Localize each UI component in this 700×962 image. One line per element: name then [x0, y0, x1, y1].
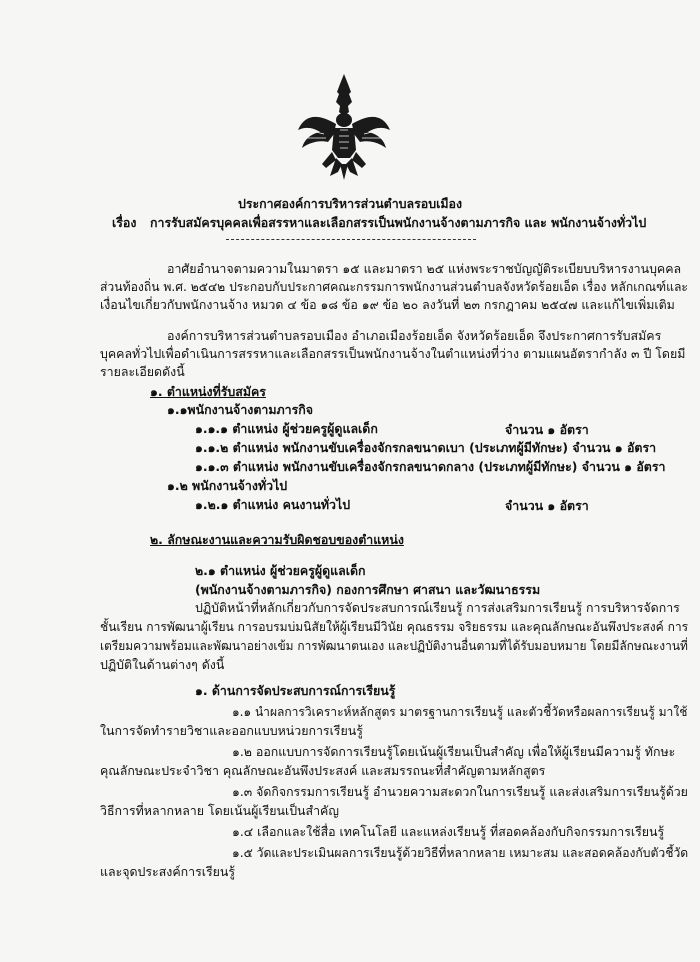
subject-text: การรับสมัครบุคคลเพื่อสรรหาและเลือกสรรเป็นพนักงานจ้างตามภารกิจ และ พนักงานจ้างทั่วไป	[150, 215, 647, 230]
duty-line: ปฏิบัติหน้าที่หลักเกี่ยวกับการจัดประสบการณ์เรียนรู้ การส่งเสริมการเรียนรู้ การบริหารจัดการ	[195, 600, 680, 615]
position-count: จำนวน ๑ อัตรา	[505, 498, 589, 513]
position-group: ๑.๒ พนักงานจ้างทั่วไป	[167, 478, 288, 493]
position-group: ๑.๑พนักงานจ้างตามภารกิจ	[167, 402, 314, 417]
area-heading: ๑. ด้านการจัดประสบการณ์การเรียนรู้	[195, 683, 396, 698]
subject-label: เรื่อง	[112, 215, 137, 230]
position-subtitle: (พนักงานจ้างตามภารกิจ) กองการศึกษา ศาสนา และวัฒนาธรรม	[195, 582, 541, 597]
title-divider	[226, 239, 476, 240]
position-title: ๒.๑ ตำแหน่ง ผู้ช่วยครูผู้ดูแลเด็ก	[195, 563, 366, 578]
paragraph-line: คุณลักษณะประจำวิชา คุณลักษณะอันพึงประสงค์ และสมรรถนะที่สำคัญตามหลักสูตร	[100, 763, 546, 778]
paragraph-line: ๑.๕ วัดและประเมินผลการเรียนรู้ด้วยวิธีที่หลากหลาย เหมาะสม และสอดคล้องกับตัวชี้วัด	[232, 845, 689, 860]
paragraph-line: วิธีการที่หลากหลาย โดยเน้นผู้เรียนเป็นสำคัญ	[100, 803, 339, 818]
announcement-title: ประกาศองค์การบริหารส่วนตำบลรอบเมือง	[237, 196, 462, 211]
intro-line: ส่วนท้องถิ่น พ.ศ. ๒๕๔๒ ประกอบกับประกาศคณะกรรมการพนักงานส่วนตำบลจังหวัดร้อยเอ็ด เรื่อง หลักเกณฑ์และ	[100, 279, 688, 294]
position-item: ๑.๑.๓ ตำแหน่ง พนักงานขับเครื่องจักรกลขนาดกลาง (ประเภทผู้มีทักษะ) จำนวน ๑ อัตรา	[195, 459, 666, 474]
paragraph-line: ๑.๔ เลือกและใช้สื่อ เทคโนโลยี และแหล่งเรียนรู้ ที่สอดคล้องกับกิจกรรมการเรียนรู้	[232, 824, 665, 839]
announce-line: บุคคลทั่วไปเพื่อดำเนินการสรรหาและเลือกสรรเป็นพนักงานจ้างในตำแหน่งที่ว่าง ตามแผนอัตรากำลัง ๓ ปี โดยมี	[100, 346, 686, 361]
position-count: จำนวน ๑ อัตรา	[505, 422, 589, 437]
section-heading: ๒. ลักษณะงานและความรับผิดชอบของตำแหน่ง	[150, 532, 404, 547]
duty-line: ชั้นเรียน การพัฒนาผู้เรียน การอบรมบ่มนิสัยให้ผู้เรียนมีวินัย คุณธรรม จริยธรรม และคุณลักษณะอันพึงประสงค์ การ	[100, 619, 689, 634]
garuda-emblem-icon	[296, 72, 392, 182]
duty-line: เตรียมความพร้อมและพัฒนาอย่างเข้ม การพัฒนาตนเอง และปฏิบัติงานอื่นตามที่ได้รับมอบหมาย โดยมีลักษณะงานที่	[100, 638, 688, 653]
position-item: ๑.๑.๒ ตำแหน่ง พนักงานขับเครื่องจักรกลขนาดเบา (ประเภทผู้มีทักษะ) จำนวน ๑ อัตรา	[195, 440, 657, 455]
intro-line: เงื่อนไขเกี่ยวกับพนักงานจ้าง หมวด ๔ ข้อ ๑๘ ข้อ ๑๙ ข้อ ๒๐ ลงวันที่ ๒๓ กรกฎาคม ๒๕๔๗ และแก้ไขเพิ่มเติม	[100, 297, 675, 312]
paragraph-line: ๑.๒ ออกแบบการจัดการเรียนรู้โดยเน้นผู้เรียนเป็นสำคัญ เพื่อให้ผู้เรียนมีความรู้ ทักษะ	[232, 744, 676, 759]
position-item: ๑.๒.๑ ตำแหน่ง คนงานทั่วไป	[195, 497, 351, 512]
section-heading: ๑. ตำแหน่งที่รับสมัคร	[150, 384, 266, 399]
paragraph-line: ๑.๑ นำผลการวิเคราะห์หลักสูตร มาตรฐานการเรียนรู้ และตัวชี้วัดหรือผลการเรียนรู้ มาใช้	[232, 704, 688, 719]
position-item: ๑.๑.๑ ตำแหน่ง ผู้ช่วยครูผู้ดูแลเด็ก	[195, 421, 378, 436]
announce-line: องค์การบริหารส่วนตำบลรอบเมือง อำเภอเมืองร้อยเอ็ด จังหวัดร้อยเอ็ด จึงประกาศการรับสมัคร	[167, 328, 662, 343]
announce-line: รายละเอียดดังนี้	[100, 364, 185, 379]
paragraph-line: ในการจัดทำรายวิชาและออกแบบหน่วยการเรียนรู้	[100, 723, 363, 738]
duty-line: ปฏิบัติในด้านต่างๆ ดังนี้	[100, 657, 225, 672]
paragraph-line: ๑.๓ จัดกิจกรรมการเรียนรู้ อำนวยความสะดวกในการเรียนรู้ และส่งเสริมการเรียนรู้ด้วย	[232, 784, 688, 799]
paragraph-line: และจุดประสงค์การเรียนรู้	[100, 864, 236, 879]
intro-line: อาศัยอำนาจตามความในมาตรา ๑๕ และมาตรา ๒๕ แห่งพระราชบัญญัติระเบียบบริหารงานบุคคล	[167, 261, 682, 276]
